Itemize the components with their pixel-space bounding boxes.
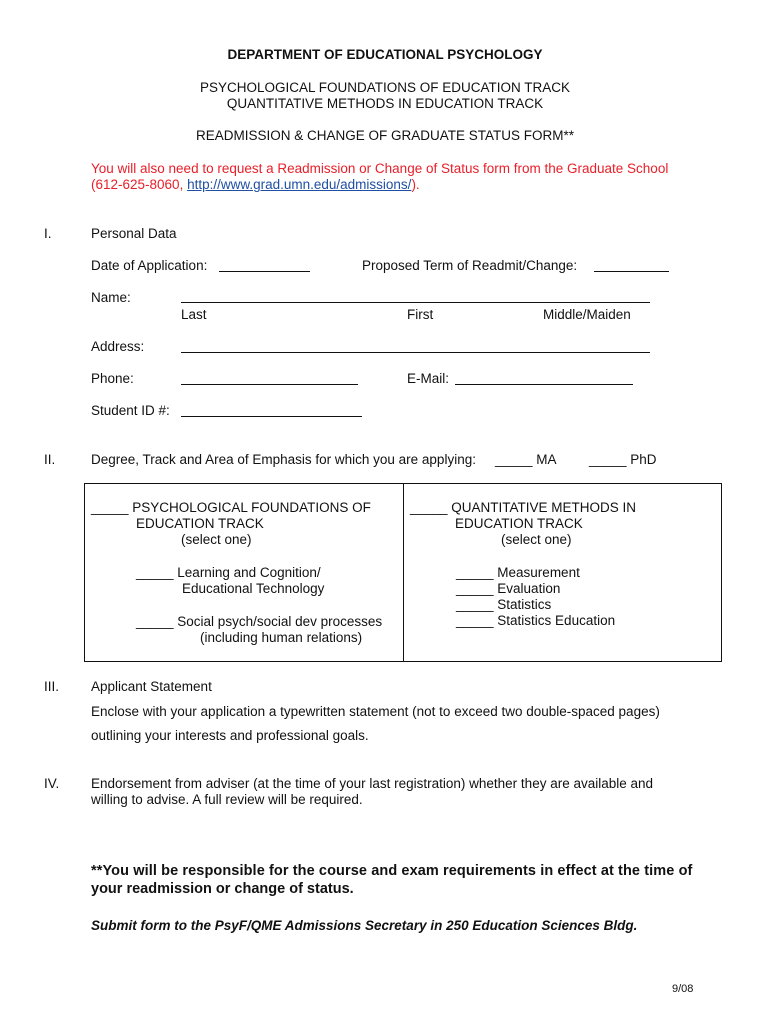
qme-track-title-2: EDUCATION TRACK (455, 516, 583, 531)
section-3-title: Applicant Statement (91, 679, 212, 694)
address-label: Address: (91, 339, 145, 354)
form-title: READMISSION & CHANGE OF GRADUATE STATUS FORM** (195, 128, 575, 143)
statement-instruction-2: outlining your interests and professional goals. (91, 728, 369, 743)
degree-prompt: Degree, Track and Area of Emphasis for which you are applying: (91, 452, 476, 467)
proposed-term-field[interactable] (594, 271, 669, 272)
grad-school-link[interactable]: http://www.grad.umn.edu/admissions/ (187, 177, 412, 192)
address-field[interactable] (181, 352, 650, 353)
endorsement-line-2: willing to advise. A full review will be required. (91, 792, 363, 807)
department-heading: DEPARTMENT OF EDUCATIONAL PSYCHOLOGY (227, 47, 543, 62)
responsibility-note-1: **You will be responsible for the course and exam requirements in effect at the time of (91, 863, 693, 879)
qme-option-statistics-education[interactable]: _____ Statistics Education (456, 613, 616, 628)
statement-instruction-1: Enclose with your application a typewritten statement (not to exceed two double-spaced pages) (91, 704, 660, 719)
revision-date: 9/08 (672, 983, 694, 995)
notice-suffix: ). (411, 177, 420, 192)
qme-option-evaluation[interactable]: _____ Evaluation (456, 581, 561, 596)
psyf-option-learning[interactable]: _____ Learning and Cognition/ (136, 565, 321, 580)
section-1-numeral: I. (44, 226, 52, 241)
notice-line-1: You will also need to request a Readmission or Change of Status form from the Graduate School (91, 161, 669, 176)
psyf-option-social[interactable]: _____ Social psych/social dev processes (136, 614, 383, 629)
phone-field[interactable] (181, 384, 358, 385)
psyf-option-social-2: (including human relations) (200, 630, 363, 645)
name-first-caption: First (407, 307, 434, 322)
section-4-numeral: IV. (44, 776, 60, 791)
phd-option[interactable]: _____ PhD (589, 452, 657, 467)
section-2-numeral: II. (44, 452, 56, 467)
qme-select-one: (select one) (501, 532, 572, 547)
qme-option-statistics[interactable]: _____ Statistics (456, 597, 552, 612)
name-field[interactable] (181, 302, 650, 303)
ma-option[interactable]: _____ MA (495, 452, 557, 467)
phone-label: Phone: (91, 371, 134, 386)
name-last-caption: Last (181, 307, 207, 322)
psyf-select-one: (select one) (181, 532, 252, 547)
qme-track-option[interactable]: _____ QUANTITATIVE METHODS IN (410, 500, 637, 515)
qme-option-measurement[interactable]: _____ Measurement (456, 565, 580, 580)
psyf-track-option[interactable]: _____ PSYCHOLOGICAL FOUNDATIONS OF (91, 500, 371, 515)
submit-instruction: Submit form to the PsyF/QME Admissions Secretary in 250 Education Sciences Bldg. (91, 918, 638, 933)
track-heading-2: QUANTITATIVE METHODS IN EDUCATION TRACK (226, 96, 544, 111)
date-of-application-field[interactable] (219, 271, 310, 272)
student-id-field[interactable] (181, 416, 362, 417)
notice-prefix: (612-625-8060, (91, 177, 188, 192)
email-label: E-Mail: (407, 371, 450, 386)
student-id-label: Student ID #: (91, 403, 170, 418)
section-3-numeral: III. (44, 679, 60, 694)
email-field[interactable] (455, 384, 633, 385)
psyf-track-title-2: EDUCATION TRACK (136, 516, 264, 531)
notice-line-2 (91, 177, 420, 193)
psyf-option-learning-2: Educational Technology (182, 581, 325, 596)
proposed-term-label: Proposed Term of Readmit/Change: (362, 258, 578, 273)
name-middle-caption: Middle/Maiden (543, 307, 631, 322)
section-1-title: Personal Data (91, 226, 177, 241)
track-heading-1: PSYCHOLOGICAL FOUNDATIONS OF EDUCATION TRACK (199, 80, 571, 95)
responsibility-note-2: your readmission or change of status. (91, 881, 354, 897)
endorsement-line-1: Endorsement from adviser (at the time of your last registration) whether they are available and (91, 776, 654, 791)
name-label: Name: (91, 290, 131, 305)
date-of-application-label: Date of Application: (91, 258, 208, 273)
